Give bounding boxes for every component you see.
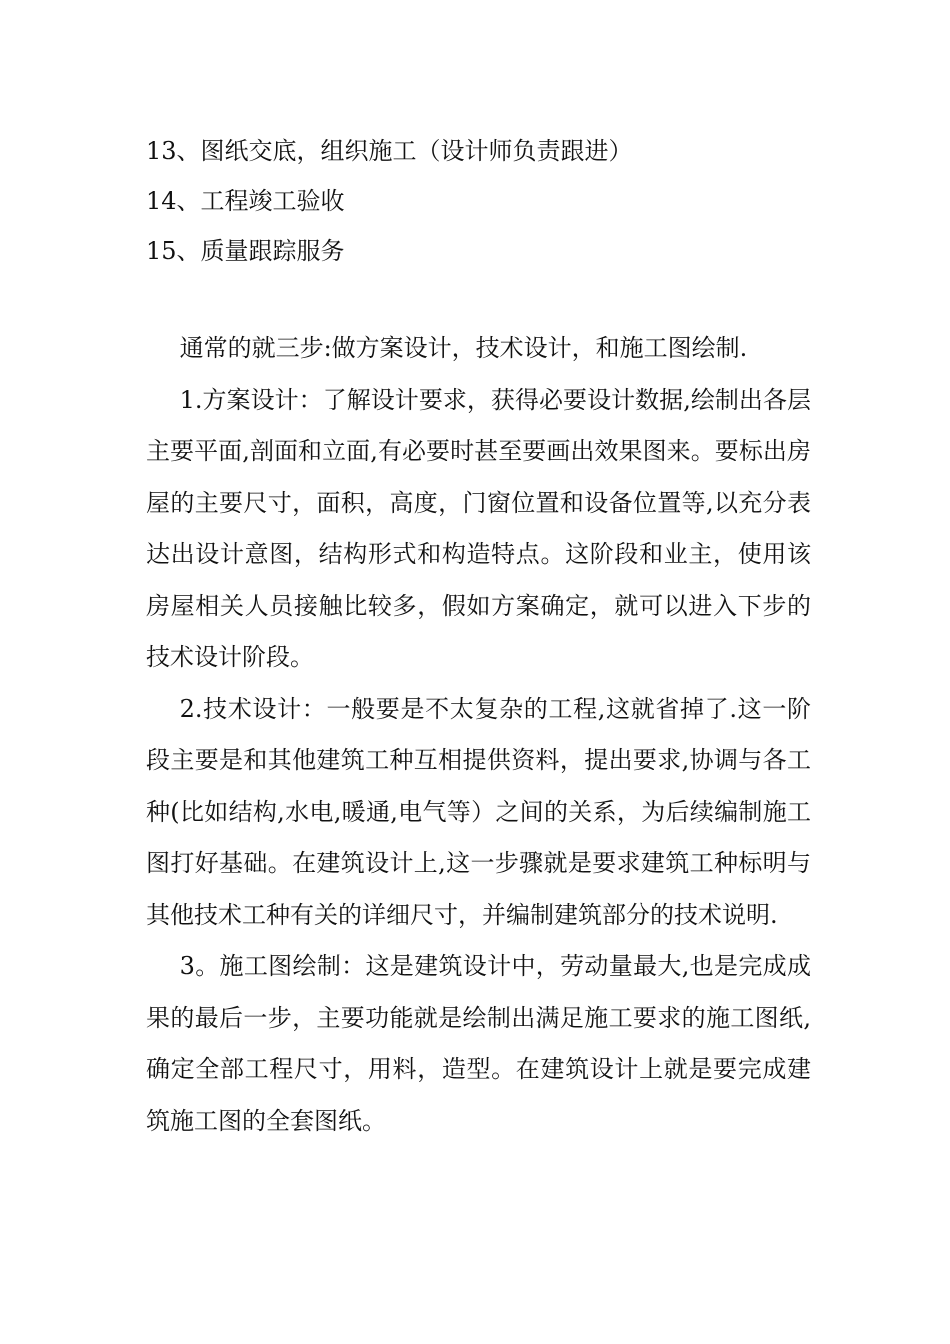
intro-paragraph: 通常的就三步:做方案设计，技术设计，和施工图绘制.	[179, 334, 748, 362]
list-item-14: 14、工程竣工验收	[146, 187, 345, 215]
technical-design-paragraph: 2.技术设计：一般要是不太复杂的工程,这就省掉了.这一阶段主要是和其他建筑工种互相提供资料，提出要求,协调与各工种(比如结构,水电,暖通,电气等）之间的关系，为后续编制施工图打好基础。在建筑设计上,这一步骤就是要求建筑工种标明与其他技术工种有关的详细尺寸，并编制建筑部分的技术说明.	[146, 694, 811, 929]
list-item-13: 13、图纸交底，组织施工（设计师负责跟进）	[146, 137, 633, 165]
list-item-15: 15、质量跟踪服务	[146, 237, 345, 265]
steps-list	[146, 126, 811, 276]
scheme-design-paragraph: 1.方案设计：了解设计要求，获得必要设计数据,绘制出各层主要平面,剖面和立面,有必要时甚至要画出效果图来。要标出房屋的主要尺寸，面积，高度，门窗位置和设备位置等,以充分表达出设计意图，结构形式和构造特点。这阶段和业主，使用该房屋相关人员接触比较多，假如方案确定，就可以进入下步的技术设计阶段。	[146, 385, 811, 671]
construction-drawing-paragraph: 3。施工图绘制：这是建筑设计中，劳动量最大,也是完成成果的最后一步，主要功能就是绘制出满足施工要求的施工图纸,确定全部工程尺寸，用料，造型。在建筑设计上就是要完成建筑施工图的全套图纸。	[146, 952, 811, 1135]
document-body	[146, 323, 811, 1147]
